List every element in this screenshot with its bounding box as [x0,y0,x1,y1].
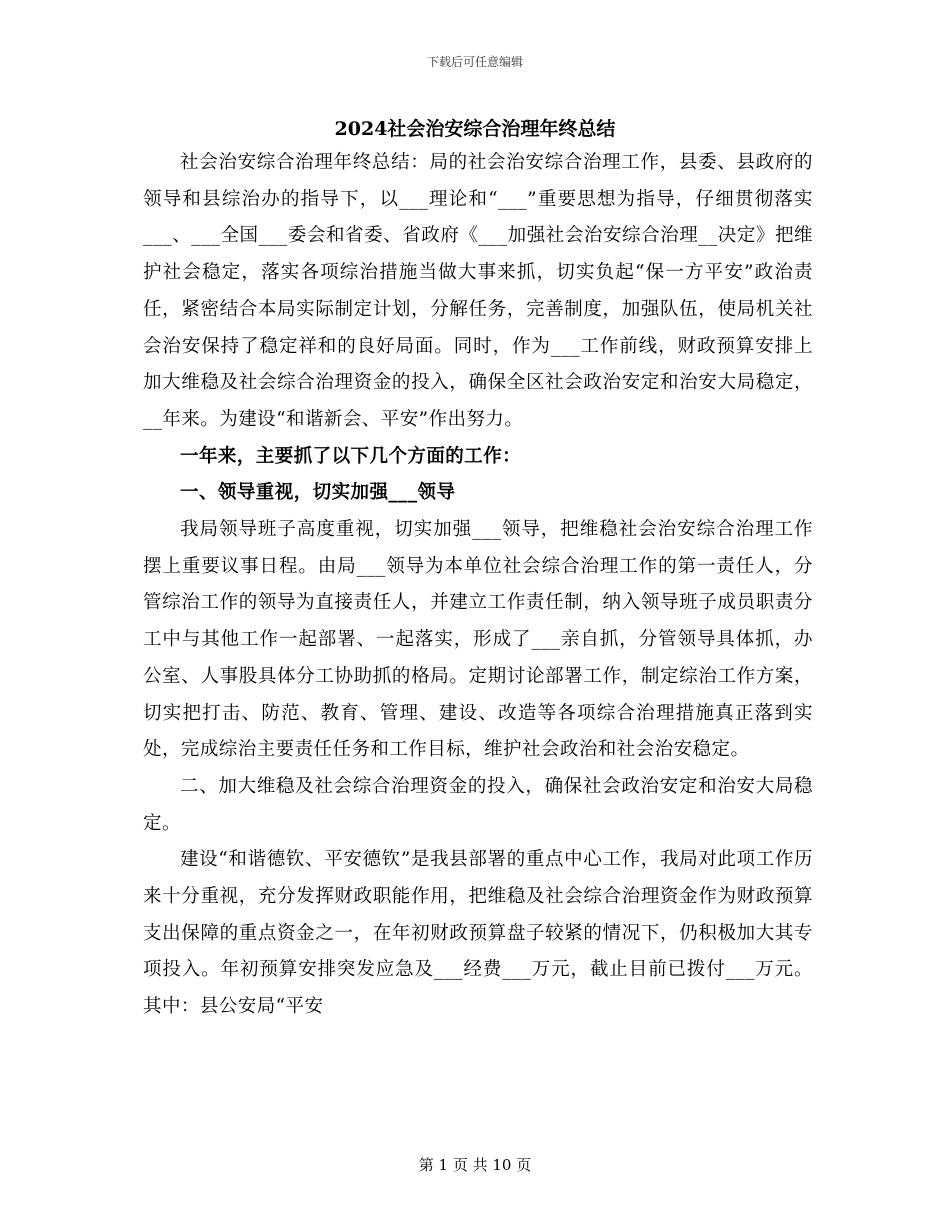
paragraph-intro: 社会治安综合治理年终总结：局的社会治安综合治理工作，县委、县政府的领导和县综治办的指导下，以___理论和“___”重要思想为指导，仔细贯彻落实___、___全国___委会和省委、省政府《___加强社会治安综合治理__决定》把维护社会稳定，落实各项综治措施当做大事来抓，切实负起“保一方平安”政治责任，紧密结合本局实际制定计划，分解任务，完善制度，加强队伍，使局机关社会治安保持了稳定祥和的良好局面。同时，作为___工作前线，财政预算安排上加大维稳及社会综合治理资金的投入，确保全区社会政治安定和治安大局稳定，__年来。为建设“和谐新会、平安”作出努力。 [143,152,813,430]
page-number: 第 1 页 共 10 页 [418,1156,532,1174]
paragraph-section-2: 建设“和谐德钦、平安德钦”是我县部署的重点中心工作，我局对此项工作历来十分重视，充分发挥财政职能作用，把维稳及社会综合治理资金作为财政预算支出保障的重点资金之一，在年初财政预算盘子较紧的情况下，仍积极加大其专项投入。年初预算安排突发应急及___经费___万元，截止目前已拨付___万元。其中：县公安局“平安 [143,849,813,1018]
paragraph-section-1: 我局领导班子高度重视，切实加强___领导，把维稳社会治安综合治理工作摆上重要议事日程。由局___领导为本单位社会综合治理工作的第一责任人，分管综治工作的领导为直接责任人，并建立工作责任制，纳入领导班子成员职责分工中与其他工作一起部署、一起落实，形成了___亲自抓，分管领导具体抓，办公室、人事股具体分工协助抓的格局。定期讨论部署工作，制定综治工作方案，切实把打击、防范、教育、管理、建设、改造等各项综合治理措施真正落到实处，完成综治主要责任任务和工作目标，维护社会政治和社会治安稳定。 [143,519,813,761]
document-body [143,145,813,1026]
section-heading-1: 一、领导重视，切实加强___领导 [180,482,456,504]
page-header: 下载后可任意编辑 [426,55,523,69]
document-title: 2024社会治安综合治理年终总结 [334,118,616,140]
paragraph-summary-heading: 一年来，主要抓了以下几个方面的工作： [180,445,522,467]
section-heading-2: 二、加大维稳及社会综合治理资金的投入，确保社会政治安定和治安大局稳定。 [143,775,813,834]
